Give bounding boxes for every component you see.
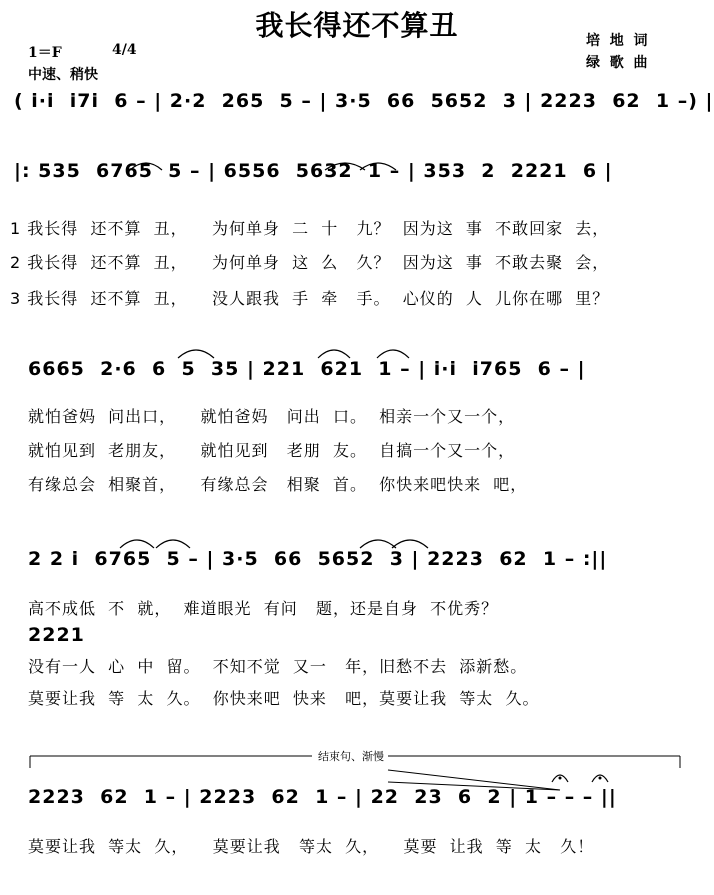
lyric-line-4-1: 莫要让我 等太 久， 莫要让我 等太 久， 莫要 让我 等 太 久！ — [28, 837, 595, 856]
score-row-3: 2 2 i 6765 5 – | 3·5 66 5652 3 | 2223 62 1 – :|| — [28, 548, 608, 570]
lyric-line-3-3: 莫要让我 等 太 久。 你快来吧 快来 吧，莫要让我 等太 久。 — [28, 689, 540, 708]
time-signature: 4/4 — [112, 42, 137, 58]
lyric-line-1-2: 2 我长得 还不算 丑， 为何单身 这 么 久？ 因为这 事 不敢去聚 会， — [10, 253, 610, 272]
score-row-4: 2223 62 1 – | 2223 62 1 – | 22 23 6 2 | 1 – – – || — [28, 786, 617, 808]
lyricist-credit: 培 地 词 — [586, 33, 648, 49]
lyric-line-1-3: 3 我长得 还不算 丑， 没人跟我 手 牵 手。 心仪的 人 儿你在哪 里？ — [10, 289, 610, 308]
lyric-line-2-3: 有缘总会 相聚首， 有缘总会 相聚 首。 你快来吧快来 吧， — [28, 475, 528, 494]
lyric-line-3-2: 没有一人 心 中 留。 不知不觉 又一 年，旧愁不去 添新愁。 — [28, 657, 528, 676]
score-row-2: 6665 2·6 6 5 35 | 221 621 1 – | i·i i765 6 – | — [28, 358, 586, 380]
key-signature: 1＝F — [28, 45, 62, 61]
slur-marks — [120, 163, 608, 782]
composer-credit: 绿 歌 曲 — [586, 55, 648, 71]
ending-bracket — [30, 756, 680, 790]
song-title: 我长得还不算丑 — [255, 9, 459, 42]
lyric-line-3-1: 高不成低 不 就， 难道眼光 有问 题，还是自身 不优秀？ — [28, 599, 499, 618]
ending-marking: 结束句、渐慢 — [318, 750, 384, 763]
lyric-line-2-2: 就怕见到 老朋友， 就怕见到 老朋 友。 自搞一个又一个， — [28, 441, 516, 460]
lyric-line-1-1: 1 我长得 还不算 丑， 为何单身 二 十 九？ 因为这 事 不敢回家 去， — [10, 219, 610, 238]
alt-melody: 2221 — [28, 624, 85, 646]
tempo-marking: 中速、稍快 — [28, 67, 98, 83]
lyric-line-2-1: 就怕爸妈 问出口， 就怕爸妈 问出 口。 相亲一个又一个， — [28, 407, 516, 426]
intro-line: ( i·i i7i 6 – | 2·2 265 5 – | 3·5 66 5652 3 | 2223 62 1 –) | — [14, 90, 714, 112]
score-row-1: |: 535 6765 5 – | 6556 5632 1 – | 353 2 2221 6 | — [14, 160, 613, 182]
